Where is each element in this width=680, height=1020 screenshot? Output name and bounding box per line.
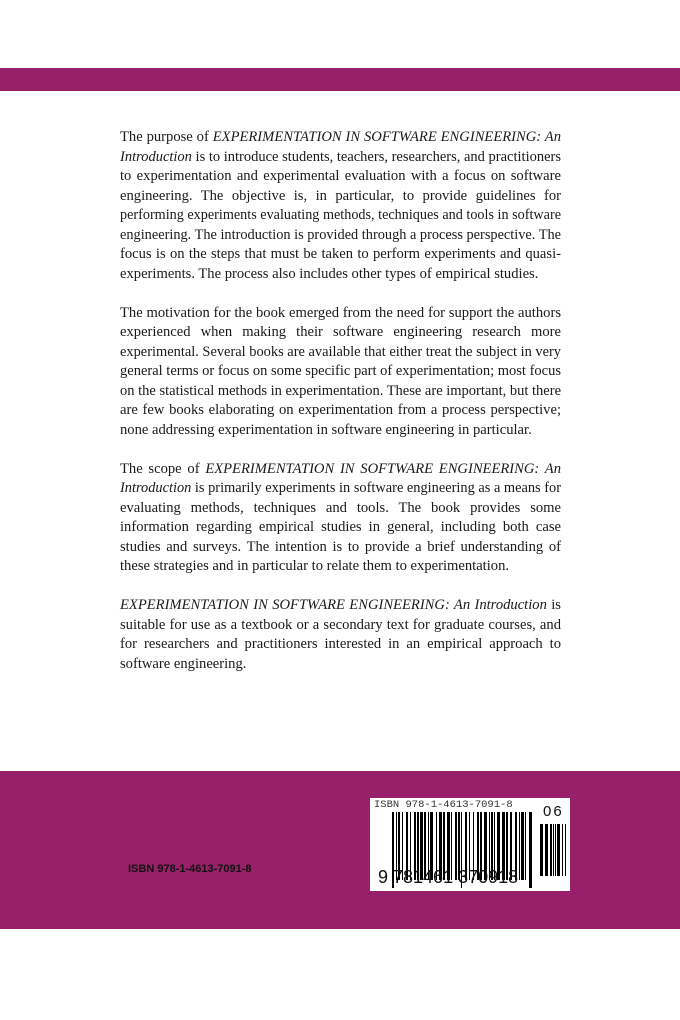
text-line [120, 128, 561, 148]
text-line [120, 304, 561, 324]
barcode-addon-bar [555, 824, 556, 876]
text-line [120, 343, 561, 363]
barcode-addon-digits: 06 [543, 803, 564, 820]
text-line [120, 499, 561, 519]
barcode-addon-bar [557, 824, 560, 876]
text-segment: The scope of [120, 460, 206, 477]
text-line [120, 518, 561, 538]
paragraph [120, 304, 561, 441]
book-title-italic: EXPERIMENTATION IN SOFTWARE ENGINEERING: An Introduction [120, 597, 547, 613]
text-segment: to experimentation and experimental evaluation with a focus on software [120, 168, 561, 184]
text-line [120, 616, 561, 636]
text-segment: experiments. The process also includes other types of empirical studies. [120, 265, 539, 282]
top-color-band [0, 68, 680, 91]
text-line [120, 167, 561, 187]
text-line [120, 538, 561, 558]
barcode-isbn-text: ISBN 978-1-4613-7091-8 [374, 799, 513, 811]
text-segment: none addressing experimentation in software engineering in particular. [120, 421, 532, 438]
text-segment: general terms or focus on some specific part of experimentation; most focus [120, 363, 561, 379]
text-segment: software engineering. [120, 655, 247, 672]
text-segment: is primarily experiments in software engineering as a means for [191, 480, 562, 496]
back-cover-description [120, 128, 561, 694]
text-segment: focus is on the steps that must be taken to perform experiments and quasi- [120, 246, 561, 262]
text-segment: The purpose of [120, 129, 213, 145]
text-segment: is to introduce students, teachers, researchers, and practitioners [191, 148, 561, 165]
book-title-italic: EXPERIMENTATION IN SOFTWARE ENGINEERING: An [212, 129, 561, 145]
text-line [120, 187, 561, 207]
text-line [120, 245, 561, 265]
paragraph [120, 596, 561, 674]
bottom-color-band [0, 771, 680, 929]
text-line [120, 206, 561, 226]
book-title-italic: EXPERIMENTATION IN SOFTWARE ENGINEERING: An [205, 460, 561, 477]
text-line [120, 265, 561, 285]
text-line [120, 635, 561, 655]
barcode-addon-bar [562, 824, 563, 876]
text-segment: experimental. Several books are available that either treat the subject in very [120, 343, 561, 360]
barcode-number: 9 781461 370918 [378, 867, 519, 887]
barcode-bar [521, 812, 524, 880]
text-line [120, 148, 561, 168]
barcode-addon-bar [540, 824, 543, 876]
text-line [120, 401, 561, 421]
barcode-addon-bar [550, 824, 552, 876]
text-line [120, 596, 561, 616]
text-line [120, 460, 561, 480]
barcode-addon-bar [553, 824, 554, 876]
text-line [120, 362, 561, 382]
text-segment: engineering. The introduction is provided through a process perspective. The [120, 226, 561, 243]
text-line [120, 226, 561, 246]
isbn-label: ISBN 978-1-4613-7091-8 [128, 863, 252, 875]
barcode-addon-bar [565, 824, 566, 876]
paragraph [120, 128, 561, 284]
book-title-italic: Introduction [120, 148, 192, 165]
text-segment: engineering. The objective is, in particular, to provide guidelines for [120, 187, 561, 204]
text-line [120, 323, 561, 343]
text-line [120, 421, 561, 441]
text-segment: studies and surveys. The intention is to provide a brief understanding of [120, 538, 561, 555]
text-segment: The motivation for the book emerged from the need for support the authors [120, 304, 561, 321]
text-segment: on the statistical methods in experimentation. These are important, but there [120, 382, 561, 399]
text-line [120, 557, 561, 577]
text-line [120, 655, 561, 675]
text-segment: evaluating methods, techniques and tools. The book provides some [120, 499, 561, 516]
paragraph [120, 460, 561, 577]
barcode-addon-bar [545, 824, 548, 876]
book-title-italic: Introduction [120, 480, 192, 496]
text-line [120, 479, 562, 499]
text-segment: are few books elaborating on experimentation from a process perspective; [120, 402, 561, 418]
text-segment: these strategies and in particular to relate them to experimentation. [120, 558, 510, 574]
barcode-bar [519, 812, 520, 880]
text-segment: is [546, 597, 561, 613]
barcode-bar [529, 812, 532, 888]
text-segment: performing experiments evaluating methods, techniques and tools in software [120, 207, 561, 223]
barcode-bar [525, 812, 526, 880]
text-segment: suitable for use as a textbook or a secondary text for graduate courses, and [120, 616, 561, 633]
text-segment: for researchers and practitioners interested in an empirical approach to [120, 636, 561, 652]
isbn-barcode [370, 798, 570, 891]
text-line [120, 382, 561, 402]
text-segment: experienced when making their software engineering research more [120, 324, 561, 340]
text-segment: information regarding empirical studies in general, including both case [120, 519, 561, 535]
